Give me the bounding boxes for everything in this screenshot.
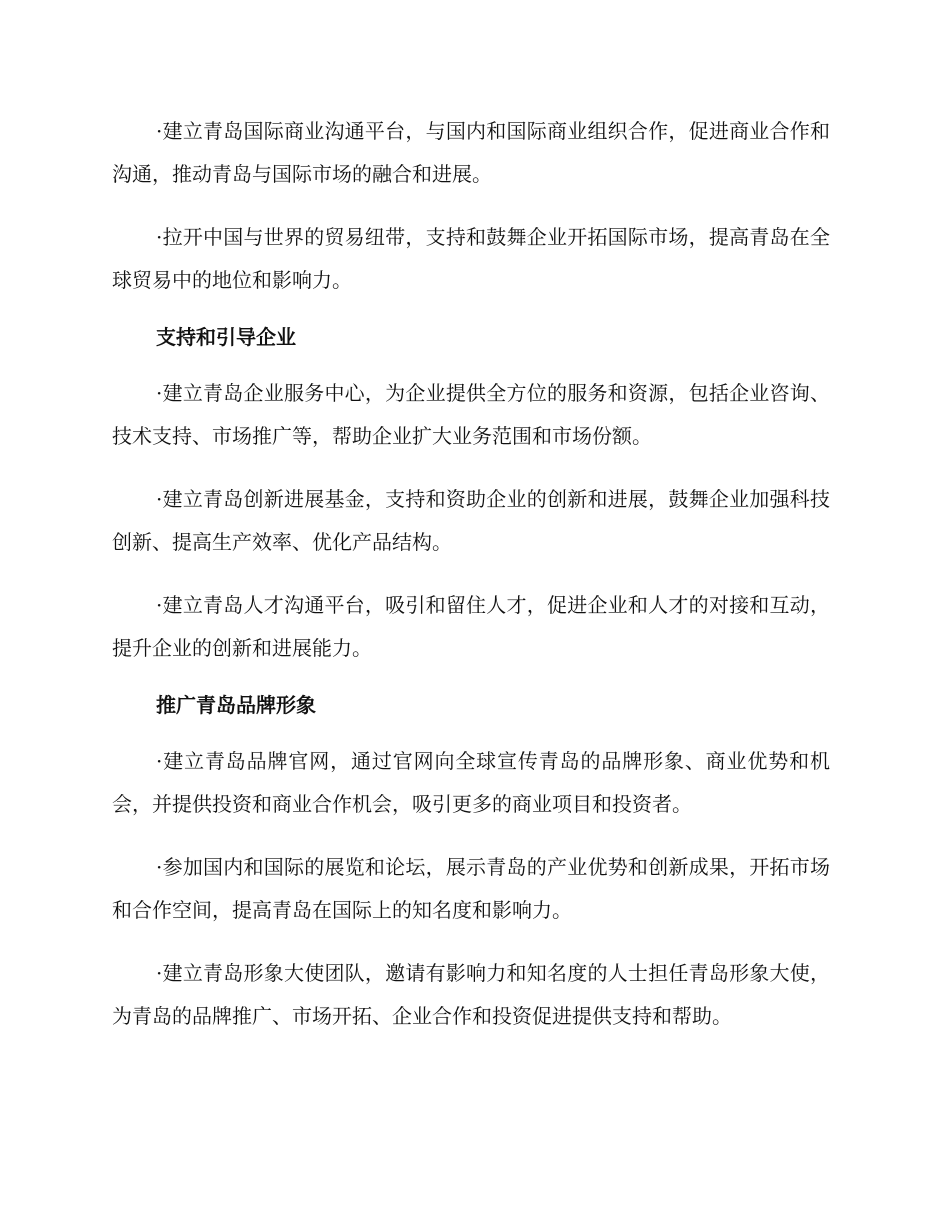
bullet-paragraph: ·参加国内和国际的展览和论坛，展示青岛的产业优势和创新成果，开拓市场和合作空间，提高青岛在国际上的知名度和影响力。 [112, 855, 830, 922]
bullet-paragraph: ·建立青岛创新进展基金，支持和资助企业的创新和进展，鼓舞企业加强科技创新、提高生产效率、优化产品结构。 [112, 487, 830, 554]
document-page [112, 110, 830, 1058]
bullet-paragraph: ·建立青岛国际商业沟通平台，与国内和国际商业组织合作，促进商业合作和沟通，推动青岛与国际市场的融合和进展。 [112, 119, 830, 186]
bullet-paragraph: ·拉开中国与世界的贸易纽带，支持和鼓舞企业开拓国际市场，提高青岛在全球贸易中的地位和影响力。 [112, 225, 830, 292]
section-heading: 推广青岛品牌形象 [156, 693, 316, 717]
section-heading: 支持和引导企业 [156, 325, 296, 349]
bullet-paragraph: ·建立青岛品牌官网，通过官网向全球宣传青岛的品牌形象、商业优势和机会，并提供投资和商业合作机会，吸引更多的商业项目和投资者。 [112, 749, 830, 816]
bullet-paragraph: ·建立青岛人才沟通平台，吸引和留住人才，促进企业和人才的对接和互动，提升企业的创新和进展能力。 [112, 593, 830, 660]
bullet-paragraph: ·建立青岛形象大使团队，邀请有影响力和知名度的人士担任青岛形象大使，为青岛的品牌推广、市场开拓、企业合作和投资促进提供支持和帮助。 [112, 961, 830, 1028]
bullet-paragraph: ·建立青岛企业服务中心，为企业提供全方位的服务和资源，包括企业咨询、技术支持、市场推广等，帮助企业扩大业务范围和市场份额。 [112, 381, 830, 448]
